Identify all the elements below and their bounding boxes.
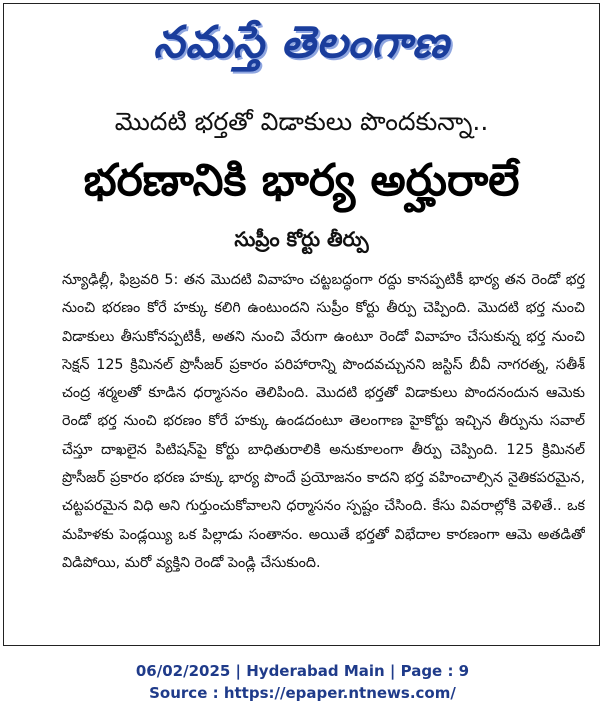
article-body: న్యూఢిల్లీ, ఫిబ్రవరి 5: తన మొదటి వివాహం చట్టబద్ధంగా రద్దు కానప్పటికీ భార్య తన రెండో భర్త నుంచి భరణం కోరే హక్కు కలిగి ఉంటుందని సుప్రీం కోర్టు తీర్పు చెప్పింది. మొదటి భర్త నుంచి విడాకులు తీసుకోనప్పటికీ, అతని నుంచి వేరుగా ఉంటూ రెండో వివాహం చేసుకున్న భర్త నుంచి సెక్షన్ 125 క్రిమినల్ ప్రొసీజర్ ప్రకారం పరిహారాన్ని పొందవచ్చునని జస్టిస్ బీవీ నాగరత్న, సతీశ్ చంద్ర శర్మలతో కూడిన ధర్మాసనం తెలిపింది. మొదటి భర్తతో విడాకులు పొందనందున ఆమెకు రెండో భర్త నుంచి భరణం కోరే హక్కు ఉండదంటూ తెలంగాణ హైకోర్టు ఇచ్చిన తీర్పును సవాల్ చేస్తూ దాఖలైన పిటిషన్‌పై కోర్టు బాధితురాలికి అనుకూలంగా తీర్పు చెప్పింది. 125 క్రిమినల్ ప్రొసీజర్ ప్రకారం భరణ హక్కు భార్య పొందే ప్రయోజనం కాదని భర్త వహించాల్సిన నైతికపరమైన, చట్టపరమైన విధి అని గుర్తుంచుకోవాలని ధర్మాసనం స్పష్టం చేసింది. కేసు వివరాల్లోకి వెళితే.. ఒక మహిళకు పెండ్లయ్యి ఒక పిల్లాడు సంతానం. అయితే భర్తతో విభేదాల కారణంగా ఆమె అతడితో విడిపోయి, మరో వ్యక్తిని రెండో పెండ్లి చేసుకుంది.	[62, 272, 585, 571]
date-edition-page: 06/02/2025 | Hyderabad Main | Page : 9	[135, 662, 470, 680]
article-subhead: సుప్రీం కోర్టు తీర్పు	[234, 227, 369, 251]
clipping-frame	[3, 3, 600, 646]
article-headline: భరణానికి భార్య అర్హురాలే	[83, 155, 520, 206]
article-kicker: మొదటి భర్తతో విడాకులు పొందకున్నా..	[114, 107, 489, 136]
newspaper-masthead: నమస్తే తెలంగాణ	[153, 17, 450, 68]
clipping-footer	[0, 660, 605, 704]
source-link[interactable]: Source : https://epaper.ntnews.com/	[149, 684, 456, 702]
